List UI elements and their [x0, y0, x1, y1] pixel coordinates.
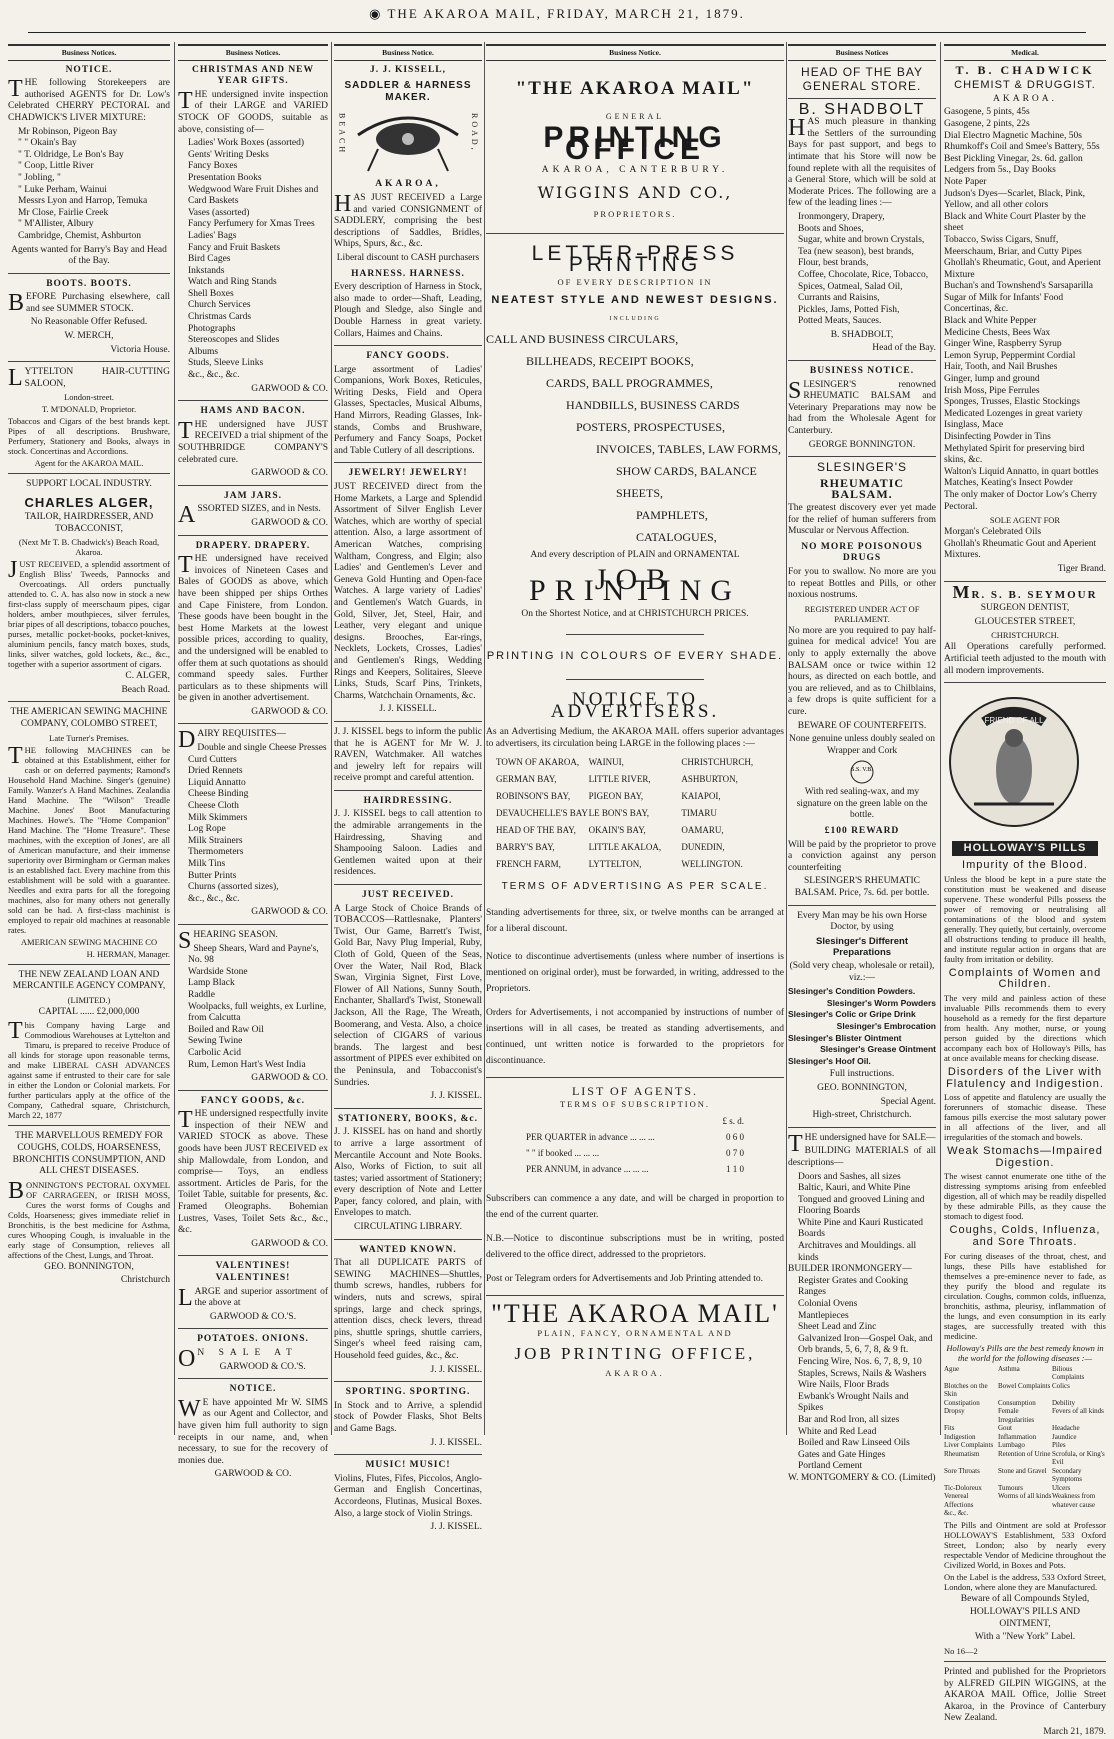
jewelry-title: JEWELRY! JEWELRY! [348, 468, 468, 479]
xmas-body: THE undersigned invite inspection of their LARGE and VARIED STOCK OF GOODS, suitable as above, consisting of— [178, 87, 328, 135]
harness-title: HARNESS. HARNESS. [351, 268, 465, 279]
discontinue-notice: Notice to discontinue advertisements (unless where number of insertions is mentioned on original order), must be forwarded, in writing, addressed to the Proprietors. [486, 951, 784, 994]
fancy-goods-title: FANCY GOODS. [366, 351, 450, 362]
beware-line-2: HOLLOWAY'S PILLS AND OINTMENT, [969, 1607, 1081, 1629]
gloucester-street: GLOUCESTER STREET, [974, 616, 1076, 627]
footer-place: AKAROA. [605, 1367, 665, 1378]
full-instructions: Full instructions. [829, 1069, 895, 1080]
ham-body: THE undersigned have JUST RECEIVED a trial shipment of the SOUTHBRIDGE COMPANY'S celebrated cure. [178, 417, 328, 465]
building-intro: THE undersigned have for SALE— [788, 1130, 936, 1157]
potatoes-title: POTATOES. ONIONS. [197, 1334, 309, 1345]
footer-plain: PLAIN, FANCY, ORNAMENTAL AND [537, 1328, 733, 1339]
music-body: Violins, Flutes, Fifes, Piccolos, Anglo-German and English Concertinas, Accordeons, Flutinas, Musical Boxes. Also, a large stock of Violin Strings. [334, 1473, 482, 1519]
seymour-name: MR. S. B. SEYMOUR [952, 581, 1098, 602]
notice-body: THE following Storekeepers are authorised AGENTS for Dr. Low's Celebrated CHERRY PECTORAL and CHADWICK'S LIVER MIXTURE: [8, 76, 170, 123]
column-5 [788, 44, 936, 1483]
stationery-body: J. J. KISSEL has on hand and shortly to arrive a large assortment of Mercantile Account and Note Books. Also, Works of Fiction, to suit all tastes; varied assortment of Stationery; every description of Note and Letter Paper, fancy colored, and plain, with Envelopes to match. [334, 1127, 482, 1219]
dairy-items: Double and single Cheese Presses Curd Cutters Dried Rennets Liquid Annatto Cheese Binding Cheese Cloth Milk Skimmers Log Rope Milk Strainers Thermometers Milk Tins Butter Prints Churns (assorted sizes), &c., &c., &c. [188, 743, 327, 904]
building-items: Doors and Sashes, all sizes Baltic, Kauri, and White Pine Tongued and grooved Lining and Flooring Boards White Pine and Kauri Rusticated Boards Architraves and Mouldings. all kinds [798, 1171, 925, 1263]
wanted-signature: J. J. KISSEL. [430, 1364, 482, 1375]
notice-body: W E have appointed Mr W. SIMS as our Agent and Collector, and have given him full authority to sign receipts in our name, and, when necessary, to sue for the recovery of monies due. [178, 1395, 328, 1466]
svg-text:S.S. V.B.: S.S. V.B. [851, 767, 873, 774]
shearing-items: Sheep Shears, Ward and Payne's, No. 98 Wardside Stone Lamp Black Raddle Woolpacks, full weights, ex Lurline, from Calcutta Boiled and Raw Oil Sewing Twine Carbolic Acid Rum, Lemon Hart's West India [188, 943, 327, 1070]
colours-heading: PRINTING IN COLOURS OF EVERY SHADE. [486, 650, 784, 663]
just-received-signature: J. J. KISSEL. [430, 1091, 482, 1102]
nz-loan-body: This Company having Large and Commodious Warehouses at Lyttelton and Timaru, is prepared to receive Produce of all kinds for storage upon reasonable terms, and make LIBERAL CASH ADVANCES against same if entrusted to their care for sale in either the London or Colonial markets. For further particulars apply at the office of the Company, Cathedral square, Christchurch, March 22, 1877 [8, 1018, 170, 1121]
remedy-body: BONNINGTON'S PECTORAL OXYMEL OF CARRAGEEN, or IRISH MOSS, Cures the worst forms of Coughs and Colds, Hoarseness; gives immediate relief in Bronchitis, is the best medicine for Asthma, cures Whooping Cough, is invaluable in the early stage of Consumption, relieves all affections of the Chest, Lungs, and Throat. [8, 1177, 170, 1260]
valentines-signature: GARWOOD & CO.'S. [209, 1311, 297, 1322]
ironmongery-items: Register Grates and Cooking Ranges Colonial Ovens Mantlepieces Sheet Lead and Zinc Galvanized Iron—Gospel Oak, and Orb brands, 5, 6, 7, 8, & 9 ft. Fencing Wire, Nos. 6, 7, 8, 9, 10 Staples, Screws, Nails & Washers Wire Nails, Floor Brads Ewbank's Wrought Nails and Spikes Bar and Rod Iron, all sizes White and Red Lead Boiled and Raw Linseed Oils Gates and Gate Hinges Portland Cement [798, 1275, 933, 1472]
chadwick-items: Gasogene, 5 pints, 45s Gasogene, 2 pints, 22s Dial Electro Magnetic Machine, 50s Rhumkoff's Coil and Smee's Battery, 55s Best Pickling Vinegar, 2s. 6d. gallon Ledgers from 5s., Day Books Note Paper Judson's Dyes—Scarlet, Black, Pink, Yellow, and all other colors Black and White Court Plaster by the sheet Tobacco, Swiss Cigars, Snuff, Meerschaum, Briar, and Cutty Pipes Ghollah's Rheumatic, Gout, and Aperient Mixture Buchan's and Townshend's Sarsaparilla Sugar of Milk for Infants' Food Concertinas, &c. Black and White Pepper Medicine Chests, Bees Wax Ginger Wine, Raspberry Syrup Lemon Syrup, Peppermint Cordial Hair, Tooth, and Nail Brushes Ginger, lump and ground Irish Moss, Pipe Ferrules Sponges, Trusses, Elastic Stockings Medicated Lozenges in great variety Isinglass, Mace Disinfecting Powder in Tins Methylated Spirit for preserving bird skins, &c. Walton's Liquid Annatto, in quart bottles Matches, Keating's Insect Powder The only maker of Doctor Low's Cherry Pectoral. [944, 107, 1101, 512]
drapery-body: THE undersigned have received invoices of Nineteen Cases and Bales of GOODS as above, which have been shipped per ships Orthes and Cape Finistere, from London. These goods have been bought in the best Home Markets at the lowest possible prices, according to quality, and the undersigned will be enabled to offer them at such quotations as should command speedy sales. Further particulars as to these shipments will be given in another advertisement. [178, 552, 328, 704]
kissell-subtitle: SADDLER & HARNESS MAKER. [344, 80, 472, 103]
subscription-row: PER QUARTER in advance ... ... ... 0 6 0 [526, 1132, 744, 1143]
price-line: SLESINGER'S RHEUMATIC BALSAM. Price, 7s. 6d. per bottle. [794, 876, 930, 899]
subscription-row: PER ANNUM, in advance ... ... ... 1 1 0 [526, 1164, 744, 1175]
geo-bonnington: GEO. BONNINGTON, [817, 1082, 907, 1093]
stationery-title: STATIONERY, BOOKS, &c. [338, 1113, 478, 1124]
impurity-body: Unless the blood be kept in a pure state the constitution must be weakened and disease supervene. These wonderful Pills possess the power of removing or neutralising all contaminations of the blood and system generally. They quietly, but certainly, overcome all obstructions tending to produce ill health, and institute regular action in organs that are faulty from irritation or debility. [944, 873, 1106, 964]
chadwick-trade: CHEMIST & DRUGGIST. [954, 79, 1096, 92]
beware-title: BEWARE OF COUNTERFEITS. [797, 720, 927, 731]
fancy-goods-signature: GARWOOD & CO. [251, 1238, 328, 1249]
masthead-title: THE AKAROA MAIL, FRIDAY, MARCH 21, 1879. [387, 6, 745, 21]
job-printing-heading: JOB PRINTING [529, 562, 741, 608]
jam-signature: GARWOOD & CO. [251, 517, 328, 528]
sporting-signature: J. J. KISSEL. [430, 1437, 482, 1448]
poison-title: NO MORE POISONOUS DRUGS [801, 541, 923, 564]
notice-title: NOTICE. [229, 1384, 277, 1395]
vet-items: Slesinger's Condition Powders. Slesinger's Worm Powders Slesinger's Colic or Gripe Drink Slesinger's Embrocation Slesinger's Blister Ointment Slesinger's Grease Ointment Slesinger's Hoof Oil. [788, 986, 936, 1066]
hairdressing-title: HAIRDRESSING. [363, 795, 453, 806]
printing-office-place: AKAROA, CANTERBURY. [541, 165, 729, 176]
column-2 [178, 44, 328, 1480]
women-body: The very mild and painless action of these invaluable Pills recommends them to every household as a remedy for the first departure from health. Any mother, nurse, or young person guided by the directions which accompany each box of Holloway's Pills, has at once available means for checking disease. [944, 993, 1106, 1064]
ham-title: HAMS AND BACON. [200, 406, 306, 417]
side-label-road: ROAD, [470, 113, 479, 154]
shadbolt-name: B. SHADBOLT [798, 100, 926, 118]
advertisers-body: As an Advertising Medium, the AKAROA MAIL offers superior advantages to advertisers, its circulation being LARGE in the following places :— [486, 727, 784, 749]
music-title: MUSIC! MUSIC! [365, 1460, 451, 1471]
boots-title: BOOTS. BOOTS. [46, 278, 132, 289]
alger-signature: C. ALGER, [125, 671, 170, 682]
subscription-table [526, 1113, 744, 1177]
fancy-goods-body: THE undersigned respectfully invite inspection of their NEW and VARIED STOCK as above. These goods have been JUST RECEIVED ex ship Mallowdale, from London, and comprise— Toys, an endless assortment. Articles de Paris, for the Toilet Table, suitable for presents, &c. Framed Oleographs. Bohemian Lustres, Vases, Toilet Sets &c., &c., &c. [178, 1107, 328, 1236]
every-description: OF EVERY DESCRIPTION IN [557, 276, 713, 287]
alger-name: CHARLES ALGER, [24, 495, 154, 511]
nb-notice: N.B.—Notice to discontinue subscriptions must be in writing, posted delivered to the office direct, addressed to the proprietors. [486, 1234, 784, 1261]
kissell-title: J. J. KISSELL, [369, 64, 447, 75]
guinea-body: No more are you required to pay half-guinea for medical advice! You are only to apply externally the above BALSAM once or twice within 12 hours, as directed on each bottle, and you are relieved, and as to Chilblains, a few drops is quite sufficient for a cure. [788, 625, 936, 717]
imprint-date: March 21, 1879. [1043, 1726, 1106, 1737]
proprietors-label: PROPRIETORS. [593, 208, 677, 219]
footer-title: "THE AKAROA MAIL' [491, 1299, 779, 1329]
hairdressing-body: J. J. KISSEL begs to call attention to the admirable arrangements in the Hairdressing, Shaving and Shampooing Saloon. Ladies and Gentlemen waited upon at their residences. [334, 809, 482, 878]
nz-loan-capital: CAPITAL ...... £2,000,000 [38, 1006, 140, 1017]
nz-loan-title: THE NEW ZEALAND LOAN AND MERCANTILE AGENCY COMPANY, [12, 969, 166, 992]
dairy-title: DAIRY REQUISITES— [178, 727, 286, 754]
notice-title: NOTICE. [65, 64, 113, 75]
chadwick-name: T. B. CHADWICK [955, 62, 1095, 77]
orders-notice: Orders for Advertisements, i not accompanied by instructions of number of insertions will in all cases, be treated as standing advertisements, and continued, unt written notice is forwarded to the proprietors for discontinuance. [486, 1007, 784, 1066]
jewelry-body: JUST RECEIVED direct from the Home Markets, a Large and Splendid Assortment of Silver English Lever Watches, which are worthy of special attention. Also, a large assortment of American Watches, comprising Waltham, Congress, and Elgin; also Ladies' and Gentlemen's Lever and Geneva Gold Hunting and Open-face Watches. A large variety of Ladies' and Gentlemen's Watch Guards, in Gold, Silver, Jet, Steel, Hair, and Leather, very elegant and unique designs. Brooches, Ear-rings, Necklets, Lockets, Crosses, Ladies' and Gentlemen's Rings, Wedding Rings and Keepers, Solitaires, Sleeve Links, Studs, Scarf Pins, Trinkets, Charms, Watchchain Ornaments, &c. [334, 482, 482, 701]
jam-body: ASSORTED SIZES, and in Nests. [178, 502, 321, 529]
support-title: SUPPORT LOCAL INDUSTRY. [26, 479, 152, 490]
including-label: INCLUDING [609, 316, 661, 323]
liver-title: Disorders of the Liver with Flatulency and Indigestion. [946, 1066, 1104, 1090]
column-header: Business Notices [788, 44, 936, 61]
side-label-beach: BEACH [337, 113, 347, 156]
kissel-agent-notice: J. J. KISSEL begs to inform the public that he is AGENT for Mr W. J. RAVEN, Watchmaker. All watches and jewelry left for repairs will receive prompt and careful attention. [334, 726, 482, 784]
column-header: Business Notices. [178, 44, 328, 61]
jewelry-signature: J. J. KISSELL. [379, 704, 437, 715]
poison-body: For you to swallow. No more are you to repeat Bottles and Pills, or other noxious nostrums. [788, 566, 936, 601]
sole-items: Morgan's Celebrated Oils Ghollah's Rheumatic Gout and Aperient Mixtures. Tiger Brand. [944, 527, 1106, 574]
general-label: GENERAL [605, 111, 665, 121]
masthead [0, 6, 1114, 28]
sold-notice: The Pills and Ointment are sold at Professor HOLLOWAY'S Establishment, 533 Oxford Street, London; also by nearly every respectable Vendor of Medicine throughout the Civilized World, in Boxes and Pots. [944, 1519, 1106, 1570]
agents-wanted: Agents wanted for Barry's Bay and Head of the Bay. [11, 244, 167, 267]
jam-title: JAM JARS. [223, 490, 283, 501]
shadbolt-signature-place: Head of the Bay. [872, 343, 936, 354]
column-header: Business Notice. [334, 44, 482, 61]
business-notice-signature: GEORGE BONNINGTON. [808, 439, 916, 450]
weak-body: The wisest cannot enumerate one tithe of the distressing symptoms arising from enfeebled digestion, all of which may be readily dispelled by these admirable Pills, as they cause the stomach to digest food. [944, 1171, 1106, 1222]
beware-line: Beware of all Compounds Styled, [960, 1593, 1090, 1604]
imprint: Printed and published for the Proprietors by ALFRED GILPIN WIGGINS, at the AKAROA MAIL Office, Jollie Street Akaroa, in the Province of Canterbury New Zealand. [944, 1667, 1106, 1724]
neatest-style: NEATEST STYLE AND NEWEST DESIGNS. [491, 293, 779, 306]
standing-notice: Standing advertisements for three, six, or twelve months can be arranged at for a liberal discount. [486, 907, 784, 934]
job-types-list: CALL AND BUSINESS CIRCULARS, BILLHEADS, RECEIPT BOOKS, CARDS, BALL PROGRAMMES, HANDBILLS, BUSINESS CARDS POSTERS, PROSPECTUSES, INVOICES, TABLES, LAW FORMS, SHOW CARDS, BALANCE SHEETS, PAMPHLETS, CATALOGUES, [486, 331, 781, 544]
potatoes-body: O N SALE AT [178, 1345, 298, 1372]
harness-body: Every description of Harness in Stock, also made to order—Shaft, Leading, Plough and Sledge, also Single and Double Harness in great variety. Collars, Haimes and Chains. [334, 282, 482, 339]
shortest-notice: On the Shortest Notice, and at CHRISTCHURCH PRICES. [521, 608, 749, 619]
column-1 [8, 44, 170, 1437]
boots-line: No Reasonable Offer Refused. [30, 317, 148, 328]
business-notice-title: BUSINESS NOTICE. [809, 366, 915, 377]
drapery-signature: GARWOOD & CO. [251, 706, 328, 717]
sporting-body: In Stock and to Arrive, a splendid stock of Powder Flasks, Shot Belts and Game Bags. [334, 1400, 482, 1434]
rheumatic-title: RHEUMATIC BALSAM. [819, 475, 905, 502]
kissell-place: AKAROA, [375, 179, 441, 190]
drapery-title: DRAPERY. DRAPERY. [195, 540, 311, 551]
shearing-signature: GARWOOD & CO. [251, 1073, 328, 1084]
fancy-goods-body: Large assortment of Ladies' Companions, Work Boxes, Reticules, Writing Desks, Field and Opera Glasses, Spectacles, Musical Albums, Hand Mirrors, Reading Glasses, Ink-stands, Combs and Brushware, Perfumery and Fancy Soaps, Pocket and Table Cutlery of all descriptions. [334, 364, 482, 456]
sewing-manager: H. HERMAN, Manager. [86, 948, 170, 959]
lsd-header: £ s. d. [722, 1116, 744, 1127]
subscription-row: " " if booked ... ... ... 0 7 0 [526, 1148, 744, 1159]
vet-title: Slesinger's Different Preparations [815, 935, 908, 959]
boots-signature-place: Victoria House. [110, 344, 170, 355]
post-notice: Post or Telegram orders for Advertisements and Job Printing attended to. [486, 1274, 763, 1285]
just-received-body: A Large Stock of Choice Brands of TOBACCOS—Rattlesnake, Planters' Twist, Our Game, Barrett's Twist, Gold Bar, Navy Plug Imperial, Ruby, Cloth of Gold, Queen of the Seas, Over the Water, Nail Rod, Black Swan, Virginia Signet, First Love, Flower of All Nations, Sunny South, Enchanter, Shallard's Twist, Stonewall Jackson, All the Rage, The Wreath, Boomerang, and Vesta. Also, a choice selection of CIGARS of various brands. The largest and best assortment of PIPES ever exhibited on the Peninsula, and Tobacconist's Sundries. [334, 903, 482, 1088]
terms-advertising: TERMS OF ADVERTISING AS PER SCALE. [501, 881, 769, 893]
list-agents-heading: LIST OF AGENTS. [571, 1083, 699, 1098]
terms-subscription: TERMS OF SUBSCRIPTION. [559, 1099, 711, 1110]
shadbolt-signature: B. SHADBOLT, [830, 329, 894, 340]
wanted-title: WANTED KNOWN. [359, 1244, 457, 1255]
svg-text:FRIEND OF ALL: FRIEND OF ALL [984, 716, 1044, 726]
hair-title: LYTTELTON HAIR-CUTTING SALOON, [8, 365, 170, 392]
notice-advertisers-heading: NOTICE TO ADVERTISERS. [550, 688, 720, 722]
sewing-title: THE AMERICAN SEWING MACHINE COMPANY, COLOMBO STREET, [10, 707, 168, 729]
diseases-list: Ague Asthma Bilious Complaints Blotches on the Skin Bowel Complaints Colics Constipation Consumption Debility Dropsy Female Irregularities Fevers of all kinds Fits Gout Headache Indigestion Inflammation Jaundice Liver Complaints Lumbago Piles Rheumatism Retention of Urine Scrofula, or King's Evil Sore Throats Stone and Gravel Secondary Symptoms Tic-Doloreux Tumours Ulcers Venereal Affections Worms of all kinds Weakness from whatever cause &c., &c. [944, 1364, 1105, 1518]
label-notice: On the Label is the address, 533 Oxford Street, London, where alone they are Manufactured. [944, 1571, 1106, 1592]
sewing-subtitle: Late Turner's Premises. [49, 732, 129, 743]
women-title: Complaints of Women and Children. [948, 966, 1102, 991]
subscribers-notice: Subscribers can commence a any date, and will be charged in proportion to the end of the current quarter. [486, 1194, 784, 1221]
alger-address: (Next Mr T. B. Chadwick's) Beach Road, Akaroa. [18, 537, 160, 558]
christchurch-label: CHRISTCHURCH. [991, 630, 1059, 641]
xmas-items: Ladies' Work Boxes (assorted) Gents' Writing Desks Fancy Boxes Presentation Books Wedgwood Ware Fruit Dishes and Card Baskets Vases (assorted) Fancy Perfumery for Xmas Trees Ladies' Bags Fancy and Fruit Baskets Bird Cages Inkstands Watch and Ring Stands Shell Boxes Church Services Christmas Cards Photographs Stereoscopes and Slides Albums Studs, Sleeve Links &c., &c., &c. [188, 138, 319, 381]
dairy-signature: GARWOOD & CO. [251, 907, 328, 918]
seymour-body: All Operations carefully performed. Artificial teeth adjusted to the mouth with all modern improvements. [944, 642, 1106, 676]
sporting-title: SPORTING. SPORTING. [345, 1387, 471, 1398]
slesinger-title: SLESINGER'S [817, 460, 907, 475]
notice-signature: GARWOOD & CO. [214, 1469, 292, 1480]
printing-office-title: "THE AKAROA MAIL" [515, 77, 755, 99]
circulation-places: TOWN OF AKAROA, WAINUI, CHRISTCHURCH, GERMAN BAY, LITTLE RIVER, ASHBURTON, ROBINSON'S BAY, PIGEON BAY, KAIAPOI, DEVAUCHELLE'S BAY LE BON'S BAY, TIMARU HEAD OF THE BAY, OKAIN'S BAY, OAMARU, BARRY'S BAY, LITTLE AKALOA, DUNEDIN, FRENCH FARM, LYTTELTON, WELLINGTON. [496, 757, 754, 870]
remedy-title: Holloway's Pills are the best remedy known in the world for the following diseases :— [946, 1342, 1104, 1363]
footer-job: JOB PRINTING OFFICE, [514, 1344, 756, 1364]
column-4 [486, 44, 784, 1437]
remedy-signature: GEO. BONNINGTON, [44, 1261, 134, 1272]
hair-agent: Agent for the AKAROA MAIL. [34, 458, 144, 469]
column-header: Medical. [944, 44, 1106, 61]
hair-street: London-street. [64, 392, 114, 403]
column-header: Business Notices. [8, 44, 170, 61]
genuine-label: None genuine unless doubly sealed on Wrapper and Cork [789, 734, 935, 756]
music-signature: J. J. KISSEL. [430, 1522, 482, 1533]
beware-line-3: With a "New York" Label. [974, 1632, 1076, 1643]
printing-office-firm: WIGGINS AND CO., [537, 182, 733, 202]
sole-agent: SOLE AGENT FOR [989, 515, 1061, 526]
sewing-signature: AMERICAN SEWING MACHINE CO [20, 936, 158, 947]
reward-title: £100 REWARD [824, 826, 900, 837]
remedy-title: THE MARVELLOUS REMEDY FOR COUGHS, COLDS, HOARSENESS, BRONCHITIS CONSUMPTION, AND ALL CHEST DISEASES. [12, 1131, 166, 1177]
kissell-body: HAS JUST RECEIVED a Large and varied CONSIGNMENT of SADDLERY, comprising the best descriptions of Saddles, Bridles, Whips, Spurs, &c., &c. [334, 190, 482, 250]
ironmongery-title: BUILDER IRONMONGERY— [788, 1264, 912, 1275]
boots-signature: W. MERCH, [64, 331, 114, 342]
column-6 [944, 44, 1106, 1737]
building-title: BUILDING MATERIALS of all descriptions— [788, 1146, 936, 1168]
business-notice-body: SLESINGER'S renowned RHEUMATIC BALSAM and Veterinary Preparations may now be had from the Wholesale Agent for Canterbury. [788, 377, 936, 437]
hygeia-emblem-icon [944, 692, 1084, 832]
head-bay-title: HEAD OF THE BAY GENERAL STORE. [801, 64, 923, 93]
fancy-goods-title: FANCY GOODS, &c. [200, 1095, 306, 1106]
hair-proprietor: T. M'DONALD, Proprietor. [41, 404, 137, 415]
alger-trade: TAILOR, HAIRDRESSER, AND TOBACCONIST, [24, 512, 154, 534]
seal-icon [849, 759, 875, 785]
dentist-label: SURGEON DENTIST, [980, 603, 1070, 614]
liver-body: Loss of appetite and flatulency are usually the forerunners of stomachic disease. These famous pills exercise the most salutary power in all affections of the liver, and all irregularities of the stomach and bowels. [944, 1092, 1106, 1143]
reward-body: Will be paid by the proprietor to prove a conviction against any person counterfeiting [788, 839, 936, 873]
column-3 [334, 44, 482, 1533]
holloway-pills-banner: HOLLOWAY'S PILLS [952, 841, 1098, 857]
remedy-signature-place: Christchurch [120, 1275, 170, 1286]
just-received-title: JUST RECEIVED. [362, 890, 454, 901]
potatoes-signature: GARWOOD & CO.'S. [219, 1361, 306, 1372]
cough-title: Coughs, Colds, Influenza, and Sore Throats. [949, 1224, 1101, 1249]
special-agent: Special Agent. [880, 1096, 936, 1107]
xmas-title: CHRISTMAS AND NEW YEAR GIFTS. [191, 64, 315, 87]
column-header: Business Notice. [486, 44, 784, 61]
registered-label: REGISTERED UNDER ACT OF PARLIAMENT. [804, 603, 920, 624]
agents-list: Mr Robinson, Pigeon Bay " " Okain's Bay " T. Oldridge, Le Bon's Bay " Coop, Little River " Jobling, " " Luke Perham, Wainui Messrs Lyon and Harrop, Temuka Mr Close, Fairlie Creek " M'Allister, Albury Cambridge, Chemist, Ashburton [18, 126, 148, 241]
boots-body: BEFORE Purchasing elsewhere, call and see SUMMER STOCK. [8, 290, 170, 317]
saddle-icon [338, 105, 478, 175]
xmas-signature: GARWOOD & CO. [251, 383, 328, 394]
plain-ornamental: And every description of PLAIN and ORNAMENTAL [530, 549, 740, 560]
horse-doctor-line: Every Man may be his own Horse Doctor, by using [797, 910, 927, 933]
wanted-body: That all DUPLICATE PARTS of SEWING MACHINES—Shuttles, thumb screws, handles, rubbers for winders, nuts and screws, spiral springs, large and check springs, attention discs, check levers, thread pins, shuttle springs, shuttle carriers, Singer's wheel feed raising cam, Household feed guides, &c., &c. [334, 1258, 482, 1361]
high-street: High-street, Christchurch. [812, 1110, 912, 1121]
printing-office-heading: PRINTING OFFICE [543, 121, 727, 166]
cough-body: For curing diseases of the throat, chest, and lungs, these Pills have established for themselves a pre-eminence never to fade, as they purify the blood and regulate its circulation. Coughs, common colds, influenza, bronchitis, asthma, pleurisy, inflammation of the lungs, and even consumption in its early stages, are successfully treated with this medicine. [944, 1250, 1106, 1341]
alger-body: JUST RECEIVED, a splendid assortment of English Bliss' Tweeds, Pannocks and Overcoatings. All orders punctually attended to. C. A. has also now in stock a new first-class supply of meerschaum pipes, cigar holders, amber mouthpieces, silver ferrules, briar pipes of all descriptions, tobacco pouches, purses, metallic pocket-books, pocket-knives, aluminium pencils, fancy match boxes, studs, links, silver watches, gold lockets, &c., &c., together with a superior assortment of cigars. [8, 557, 170, 670]
shadbolt-items: Ironmongery, Drapery, Boots and Shoes, Sugar, white and brown Crystals, Tea (new season), best brands, Flour, best brands, Coffee, Chocolate, Rice, Tobacco, Spices, Oatmeal, Salad Oil, Currants and Raisins, Pickles, Jams, Potted Fish, Potted Meats, Sauces. [798, 211, 929, 327]
ad-number: No 16—2 [944, 1646, 978, 1656]
alger-signature-place: Beach Road. [121, 684, 170, 695]
letterpress-heading: LETTER-PRESS PRINTING [531, 241, 739, 277]
valentines-body: LARGE and superior assortment of the above at [178, 1284, 328, 1311]
chadwick-place: AKAROA. [992, 93, 1057, 104]
ironmongery-signature: W. MONTGOMERY & CO. (Limited) [788, 1472, 936, 1483]
shadbolt-body: HAS much pleasure in thanking the Settlers of the surrounding Bays for past support, and begs to intimate that his Store will now be found replete with all the requisites of a General Store, which will be sold at Moderate Prices. The following are a few of the leading lines :— [788, 115, 936, 209]
weak-title: Weak Stomachs—Impaired Digestion. [947, 1145, 1103, 1169]
nz-loan-limited: (LIMITED.) [67, 994, 111, 1005]
rheumatic-body: The greatest discovery ever yet made for the relief of human sufferers from Muscular or Nervous Affection. [788, 503, 936, 537]
hair-body: Tobaccos and Cigars of the best brands kept. Pipes of all descriptions. Brushware, Perfumery, Stationery and Books, always in stock. Concertinas and Accordions. [8, 416, 170, 457]
red-wax-label: With red sealing-wax, and my signature on the green lable on the bottle. [796, 787, 928, 821]
impurity-title: Impurity of the Blood. [962, 859, 1088, 872]
liberal-discount: Liberal discount to CASH purchasers [336, 252, 480, 263]
vet-subtitle: (Sold very cheap, wholesale or retail), viz.:— [789, 961, 935, 983]
ham-signature: GARWOOD & CO. [251, 468, 328, 479]
seal-icon: ◉ [369, 6, 383, 21]
shearing-title: SHEARING SEASON. [178, 927, 278, 954]
stationery-signature: CIRCULATING LIBRARY. [353, 1222, 463, 1233]
valentines-title: VALENTINES! VALENTINES! [215, 1261, 291, 1283]
sewing-body: THE following MACHINES can be obtained at this Establishment, either for cash or on deferred payments; Ramond's Household Hand Machine. Singer's (genuine) Family. Wanzer's A Hand Machines. Zealandia Hand Machine. The "Wilson" Treadle Machine. Jones' Boot Manufacturing Machines. Howe's. The "Home Companion" Hand Machine. The "Home Treasure". These machines, with the exception of Jones', are all of American manufacture, and their immense superiority over Birmingham or German makes is an established fact. Every machine from this establishment will be sold with a guarantee. Needles and extra parts for all the foregoing machines, also for many others not generally sold can be had. A first-class machinist is employed to repair old machines at reasonable rates. [8, 742, 170, 935]
